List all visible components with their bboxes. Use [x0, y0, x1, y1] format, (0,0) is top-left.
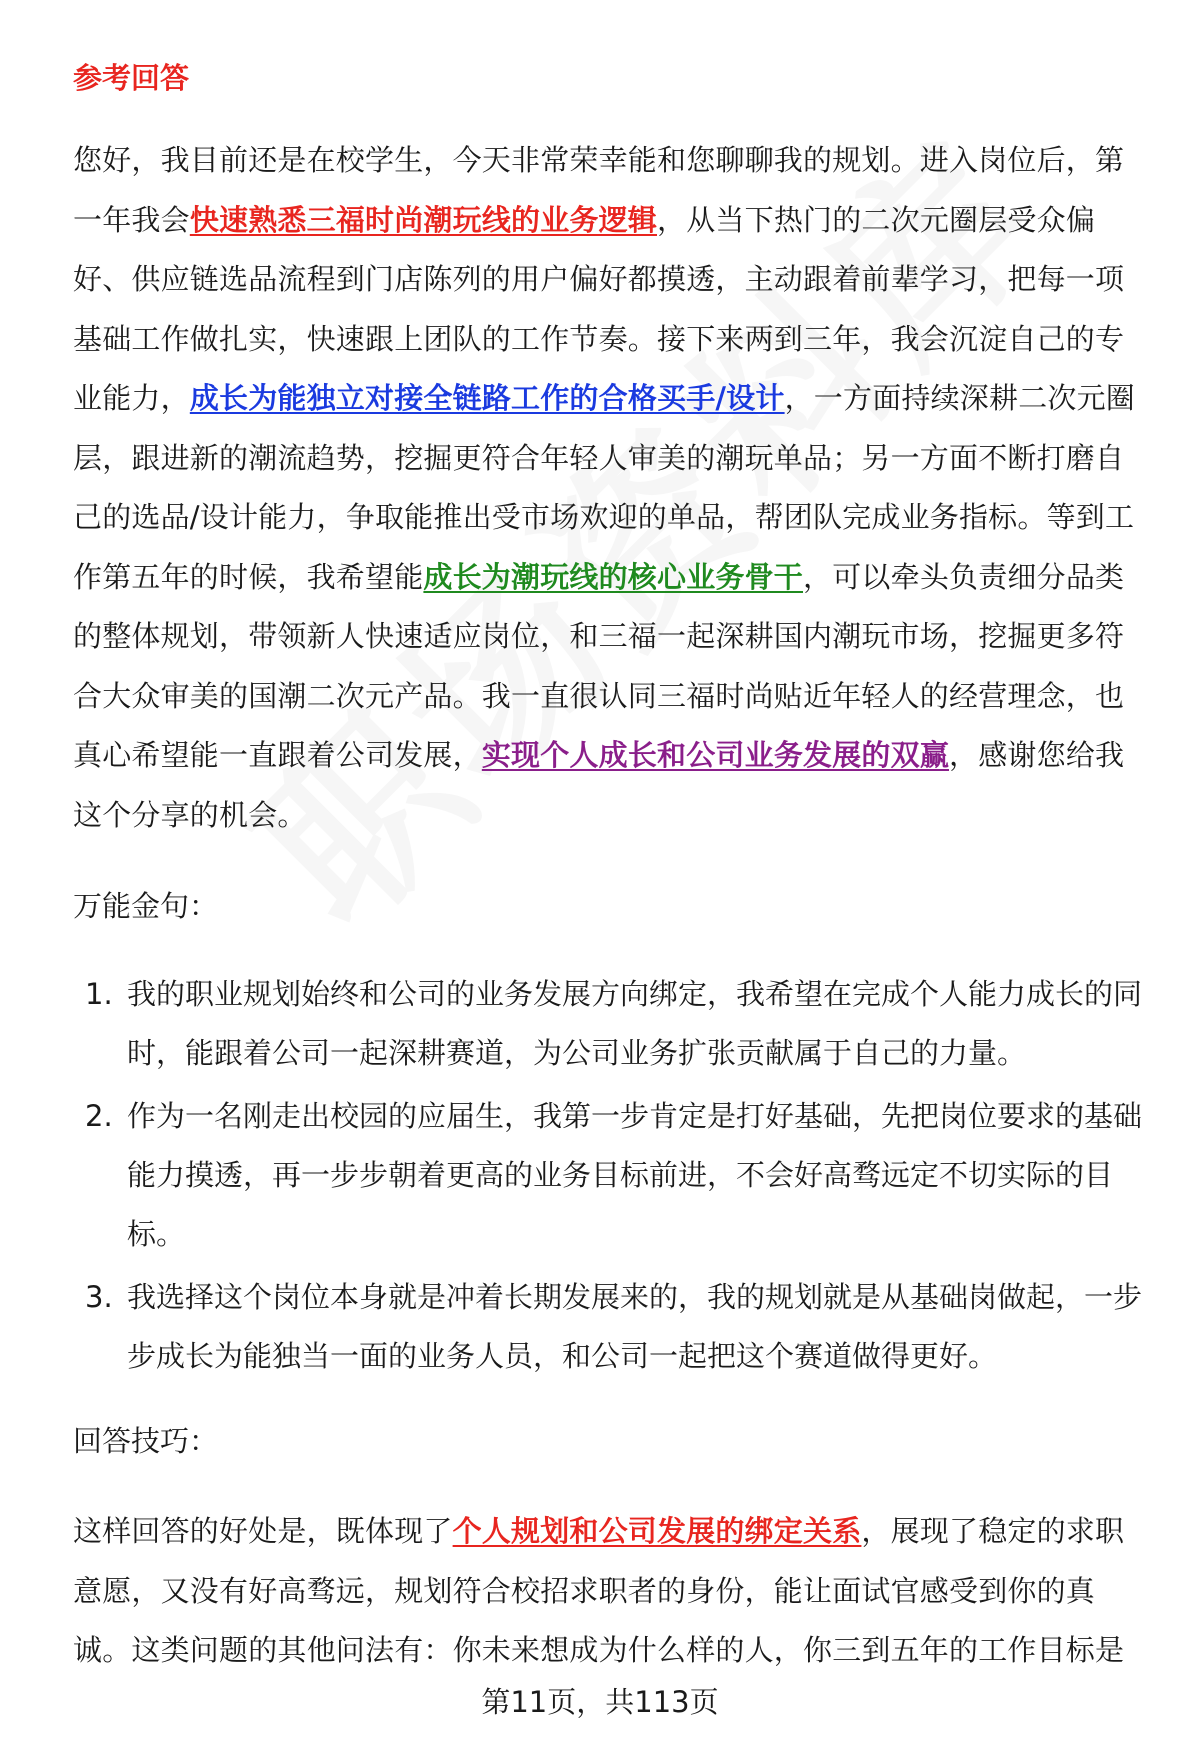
page-number: 第11页，共113页	[481, 1685, 719, 1719]
golden-sentences-label: 万能金句：	[73, 889, 219, 923]
answer-paragraph	[73, 131, 1145, 845]
answer-text-4: ，可以牵头负责细分品类的整体规划，带领新人快速适应岗位，和三福一起深耕国内潮玩市场，挖掘更多符合大众审美的国潮二次元产品。我一直很认同三福时尚贴近年轻人的经营理念，也真心希望能一直跟着公司发展，	[73, 559, 1125, 772]
answer-text-2: ，从当下热门的二次元圈层受众偏好、供应链选品流程到门店陈列的用户偏好都摸透，主动跟着前辈学习，把每一项基础工作做扎实，快速跟上团队的工作节奏。接下来两到三年，我会沉淀自己的专业能力，	[73, 202, 1125, 415]
list-item	[73, 1087, 1145, 1264]
list-text: 我的职业规划始终和公司的业务发展方向绑定，我希望在完成个人能力成长的同时，能跟着公司一起深耕赛道，为公司业务扩张贡献属于自己的力量。	[127, 977, 1143, 1070]
section-heading: 参考回答	[73, 61, 190, 95]
list-item	[73, 1268, 1145, 1386]
highlight-red: 个人规划和公司发展的绑定关系	[452, 1514, 862, 1548]
answer-text-5: ，感谢您给我这个分享的机会。	[73, 738, 1125, 832]
answer-text-1: 您好，我目前还是在校学生，今天非常荣幸能和您聊聊我的规划。进入岗位后，第一年我会	[73, 143, 1125, 237]
tips-text-1: 这样回答的好处是，既体现了	[73, 1514, 453, 1548]
tips-paragraph	[73, 1502, 1145, 1679]
list-text: 作为一名刚走出校园的应届生，我第一步肯定是打好基础，先把岗位要求的基础能力摸透，再一步步朝着更高的业务目标前进，不会好高骛远定不切实际的目标。	[127, 1099, 1143, 1251]
list-number: 3.	[85, 1280, 113, 1314]
tips-label: 回答技巧：	[73, 1424, 219, 1458]
tips-text-2: ，展现了稳定的求职意愿，又没有好高骛远，规划符合校招求职者的身份，能让面试官感受到你的真诚。这类问题的其他问法有：你未来想成为什么样的人，你三到五年的工作目标是	[73, 1514, 1125, 1667]
golden-sentences-list	[73, 965, 1145, 1390]
list-number: 2.	[85, 1099, 113, 1133]
highlight-green: 成长为潮玩线的核心业务骨干	[423, 559, 804, 594]
list-text: 我选择这个岗位本身就是冲着长期发展来的，我的规划就是从基础岗做起，一步步成长为能独当一面的业务人员，和公司一起把这个赛道做得更好。	[127, 1280, 1143, 1373]
list-number: 1.	[85, 977, 113, 1011]
answer-text-3: ，一方面持续深耕二次元圈层，跟进新的潮流趋势，挖掘更符合年轻人审美的潮玩单品；另一方面不断打磨自己的选品/设计能力，争取能推出受市场欢迎的单品，帮团队完成业务指标。等到工作第五年的时候，我希望能	[73, 381, 1136, 594]
highlight-purple: 实现个人成长和公司业务发展的双赢	[481, 738, 950, 772]
highlight-blue: 成长为能独立对接全链路工作的合格买手/设计	[189, 381, 785, 415]
list-item	[73, 965, 1145, 1083]
highlight-red: 快速熟悉三福时尚潮玩线的业务逻辑	[189, 202, 658, 237]
